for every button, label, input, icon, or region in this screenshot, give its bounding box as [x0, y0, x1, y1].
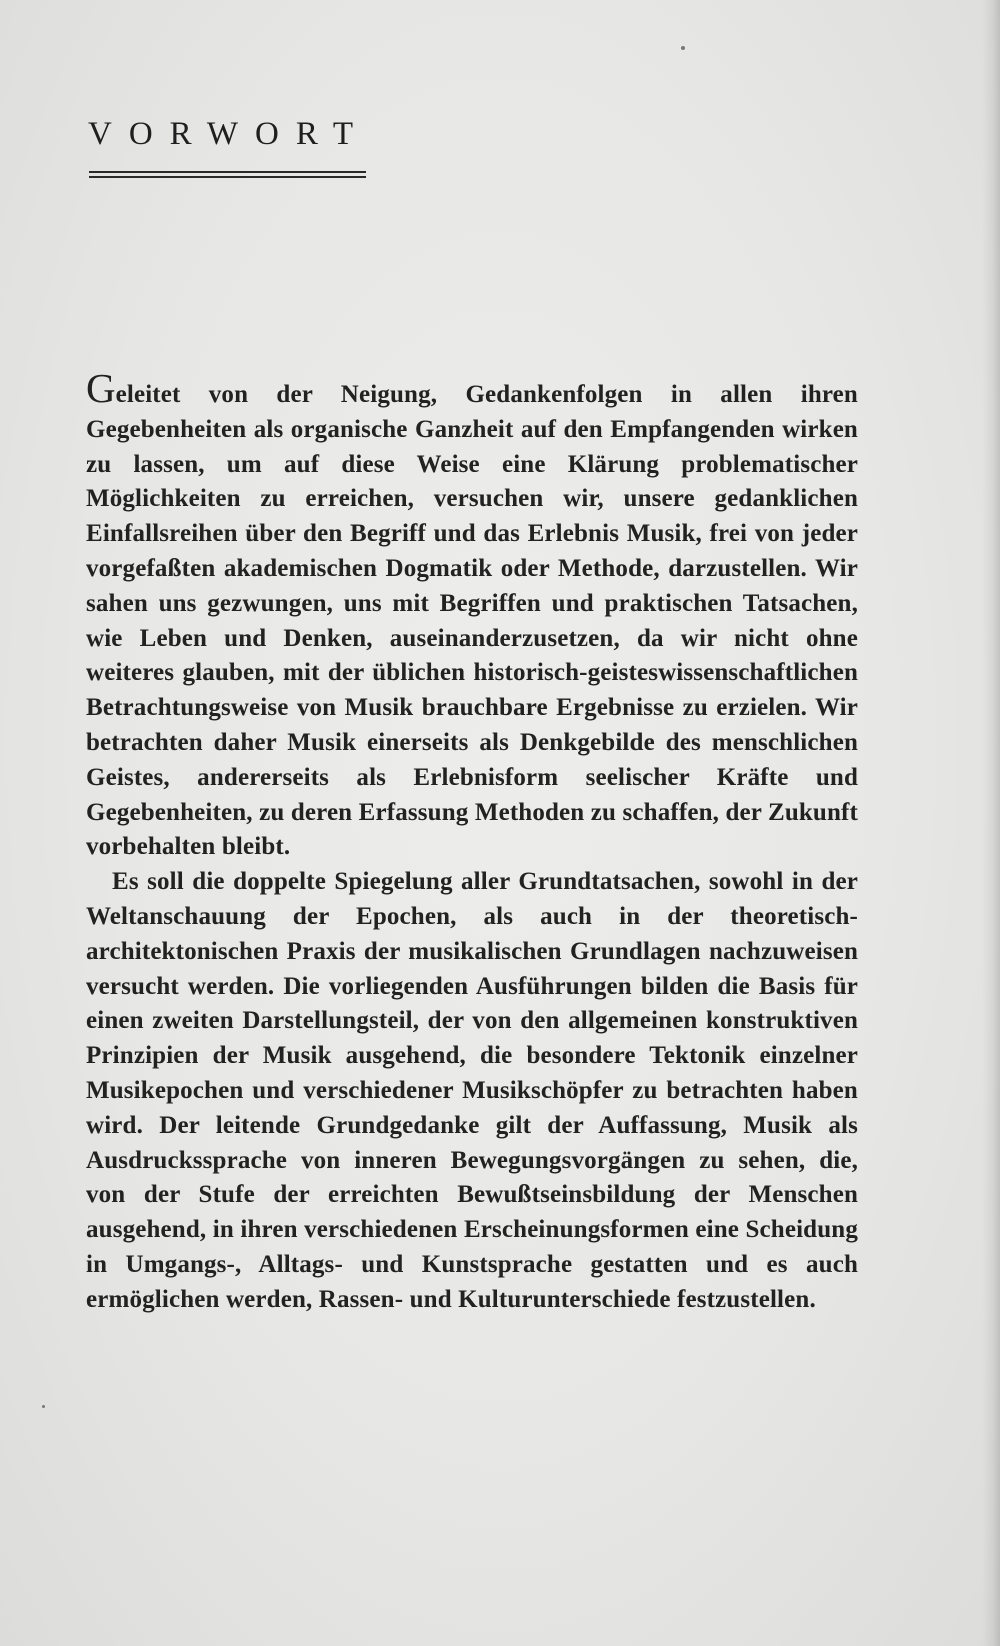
- paragraph-2: Es soll die doppelte Spiegelung aller Grundtatsachen, sowohl in der Weltanschauung der Epochen, als auch in der theoretisch-architektonischen Praxis der musikalischen Grundlagen nachzuweisen versucht werden. Die vorliegenden Ausführungen bilden die Basis für einen zweiten Darstellungsteil, der von den allgemeinen konstruktiven Prinzipien der Musik ausgehend, die besondere Tektonik einzelner Musikepochen und verschiedener Musikschöpfer zu betrachten haben wird. Der leitende Grundgedanke gilt der Auffassung, Musik als Ausdruckssprache von inneren Bewegungsvorgängen zu sehen, die, von der Stufe der erreichten Bewußtseinsbildung der Menschen ausgehend, in ihren verschiedenen Erscheinungsformen eine Scheidung in Umgangs-, Alltags- und Kunstsprache gestatten und es auch ermöglichen werden, Rassen- und Kulturunterschiede festzustellen.: [86, 868, 858, 1313]
- page-edge-shadow: [982, 0, 1000, 1646]
- paper-speck: [681, 46, 685, 50]
- paragraph-1: [86, 365, 858, 865]
- heading-double-rule: [89, 171, 366, 178]
- chapter-heading: VORWORT: [88, 116, 371, 152]
- paragraph-1-text: eleitet von der Neigung, Gedankenfolgen in allen ihren Gegebenheiten als organische Ganzheit auf den Empfangenden wirken zu lassen, um auf diese Weise eine Klärung problematischer Möglichkeiten zu erreichen, versuchen wir, unsere gedanklichen Einfallsreihen über den Begriff und das Erlebnis Musik, frei von jeder vorgefaßten akademischen Dogmatik oder Methode, darzustellen. Wir sahen uns gezwungen, uns mit Begriffen und praktischen Tatsachen, wie Leben und Denken, auseinanderzusetzen, da wir nicht ohne weiteres glauben, mit der üblichen historisch-geisteswissenschaftlichen Betrachtungsweise von Musik brauchbare Ergebnisse zu erzielen. Wir betrachten daher Musik einerseits als Denkgebilde des menschlichen Geistes, andererseits als Erlebnisform seelischer Kräfte und Gegebenheiten, zu deren Erfassung Methoden zu schaffen, der Zukunft vorbehalten bleibt.: [86, 381, 858, 861]
- paper-speck: [42, 1405, 45, 1408]
- initial-letter: G: [86, 365, 116, 411]
- preface-body: [86, 365, 858, 1318]
